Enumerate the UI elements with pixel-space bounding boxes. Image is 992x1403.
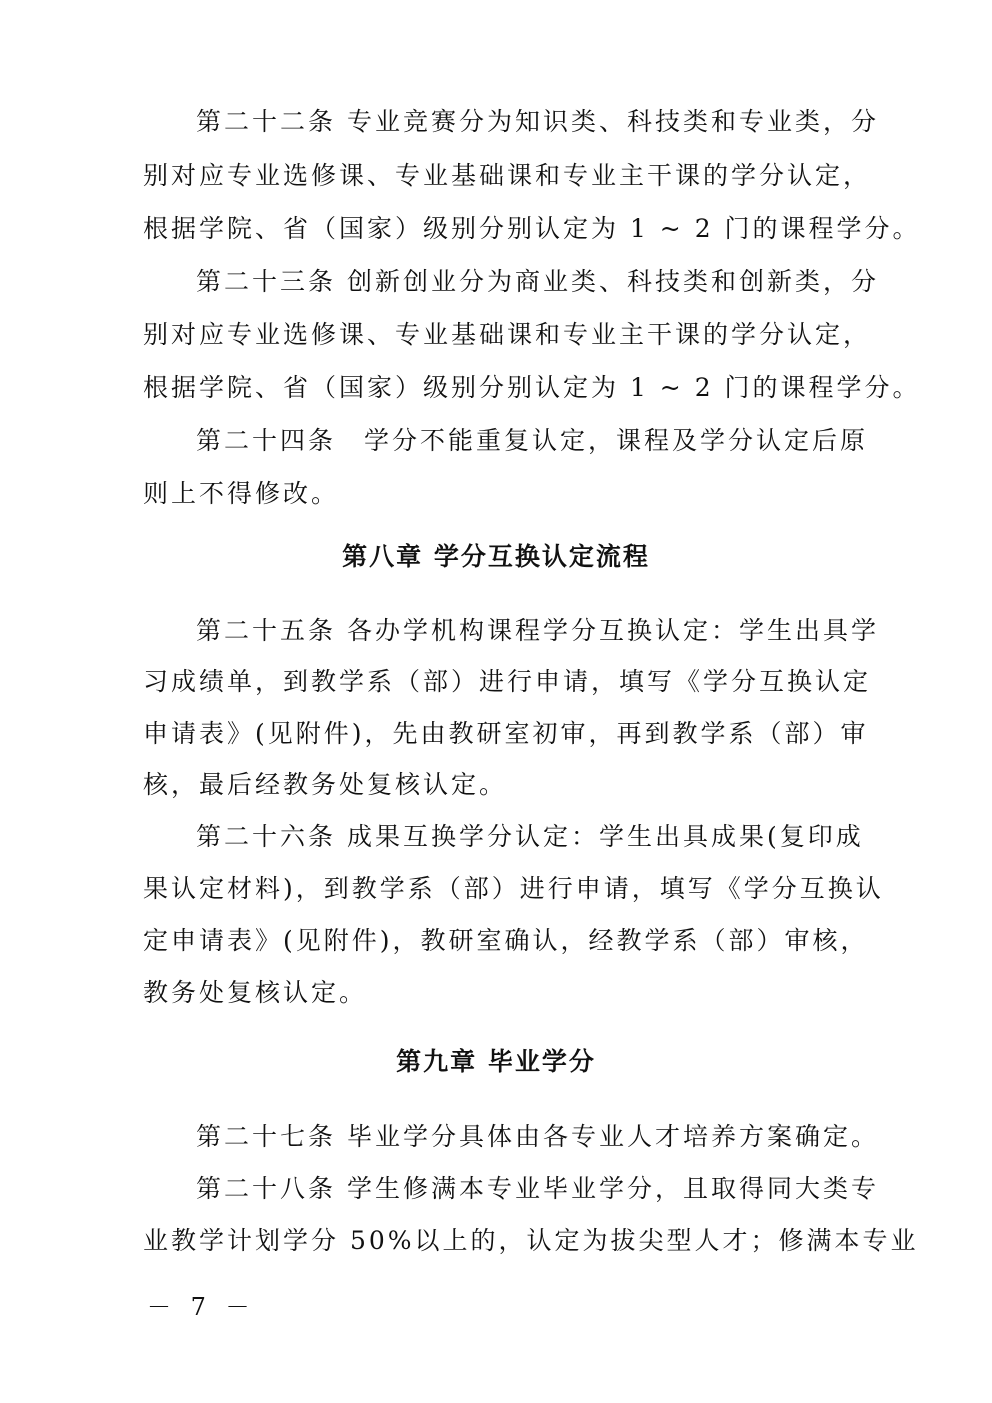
article-23-line-3: 根据学院、省（国家）级别分别认定为 1 ~ 2 门的课程学分。	[143, 373, 921, 402]
article-28-line-2: 业教学计划学分 50%以上的，认定为拔尖型人才；修满本专业	[143, 1226, 919, 1255]
article-26-line-2: 果认定材料)，到教学系（部）进行申请，填写《学分互换认	[143, 874, 884, 903]
article-25-line-1: 第二十五条 各办学机构课程学分互换认定：学生出具学	[196, 616, 879, 645]
page-number: － 7 －	[147, 1293, 256, 1321]
article-24-line-2: 则上不得修改。	[143, 479, 340, 508]
article-24-line-1: 第二十四条 学分不能重复认定，课程及学分认定后原	[196, 426, 869, 455]
chapter-8-heading: 第八章 学分互换认定流程	[342, 542, 650, 571]
article-26-line-1: 第二十六条 成果互换学分认定：学生出具成果(复印成	[196, 822, 864, 851]
article-23-line-1: 第二十三条 创新创业分为商业类、科技类和创新类，分	[196, 267, 879, 296]
article-22-line-2: 别对应专业选修课、专业基础课和专业主干课的学分认定，	[143, 161, 872, 190]
article-25-line-4: 核，最后经教务处复核认定。	[143, 770, 508, 799]
article-28-line-1: 第二十八条 学生修满本专业毕业学分，且取得同大类专	[196, 1174, 879, 1203]
article-22-line-1: 第二十二条 专业竞赛分为知识类、科技类和专业类，分	[196, 107, 879, 136]
article-22-line-3: 根据学院、省（国家）级别分别认定为 1 ~ 2 门的课程学分。	[143, 214, 921, 243]
article-25-line-3: 申请表》(见附件)，先由教研室初审，再到教学系（部）审	[143, 719, 869, 748]
chapter-9-heading: 第九章 毕业学分	[396, 1047, 596, 1076]
article-25-line-2: 习成绩单，到教学系（部）进行申请，填写《学分互换认定	[143, 667, 872, 696]
article-23-line-2: 别对应专业选修课、专业基础课和专业主干课的学分认定，	[143, 320, 872, 349]
article-26-line-4: 教务处复核认定。	[143, 978, 368, 1007]
article-27-line-1: 第二十七条 毕业学分具体由各专业人才培养方案确定。	[196, 1122, 879, 1151]
article-26-line-3: 定申请表》(见附件)，教研室确认，经教学系（部）审核，	[143, 926, 869, 955]
